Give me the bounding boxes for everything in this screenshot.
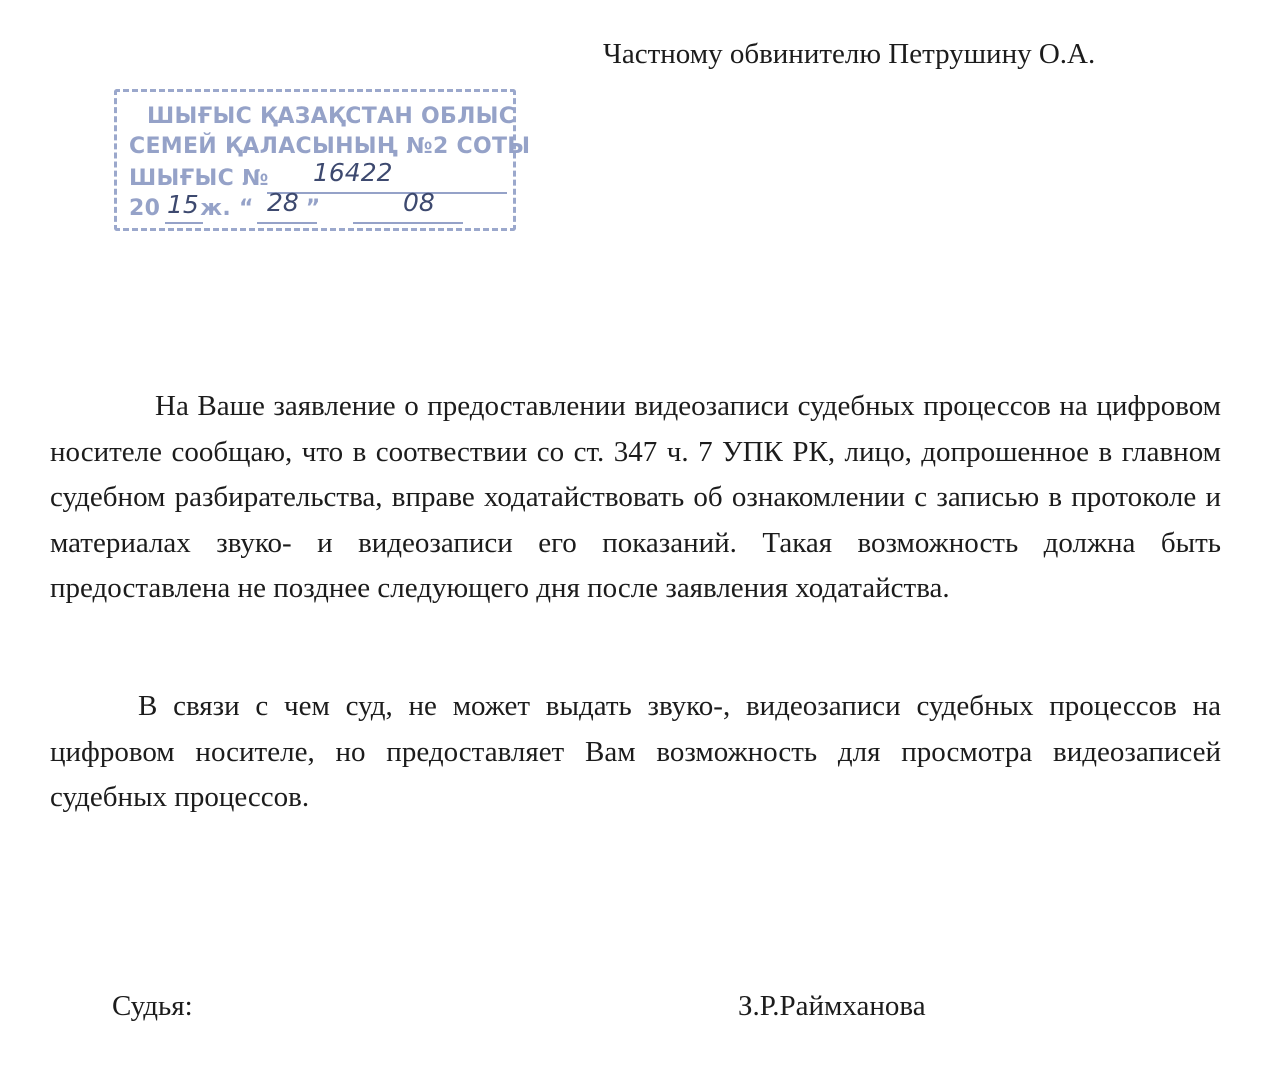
signature-name: З.Р.Раймханова	[738, 990, 926, 1022]
body-paragraph-1: На Ваше заявление о предоставлении видеозаписи судебных процессов на цифровом носителе сообщаю, что в соотвествии со ст. 347 ч. 7 УПК РК, лицо, допрошенное в главном судебном разбирательства, вправе ходатайствовать об ознакомлении с записью в протоколе и материалах звуко- и видеозаписи его показаний. Такая возможность должна быть предоставлена не позднее следующего дня после заявления ходатайства.	[50, 390, 1221, 605]
stamp-handwritten-number: 16422	[313, 158, 393, 187]
body-paragraph-2: В связи с чем суд, не может выдать звуко-, видеозаписи судебных процессов на цифровом носителе, но предоставляет Вам возможность для просмотра видеозаписей судебных процессов.	[50, 690, 1221, 814]
stamp-year-underline	[165, 222, 203, 224]
stamp-region-line: ШЫҒЫС ҚАЗАҚСТАН ОБЛЫС	[147, 104, 516, 129]
stamp-year-prefix: 20	[129, 196, 161, 221]
stamp-handwritten-month: 08	[403, 188, 435, 217]
stamp-outgoing-line	[129, 166, 269, 192]
stamp-day-underline	[257, 222, 317, 224]
signature-role: Судья:	[112, 990, 193, 1022]
stamp-handwritten-day: 28	[267, 188, 299, 217]
stamp-day-suffix: ”	[305, 196, 321, 221]
stamp-number-underline	[267, 192, 507, 194]
stamp-month-underline	[353, 222, 463, 224]
stamp-outgoing-label: ШЫҒЫС №	[129, 166, 269, 191]
stamp-year-suffix: ж. “	[200, 196, 254, 221]
registration-stamp	[114, 89, 531, 231]
stamp-court-line: СЕМЕЙ ҚАЛАСЫНЫҢ №2 СОТЫ	[129, 134, 531, 159]
stamp-handwritten-year: 15	[167, 190, 199, 219]
recipient-line: Частному обвинителю Петрушину О.А.	[603, 38, 1096, 70]
